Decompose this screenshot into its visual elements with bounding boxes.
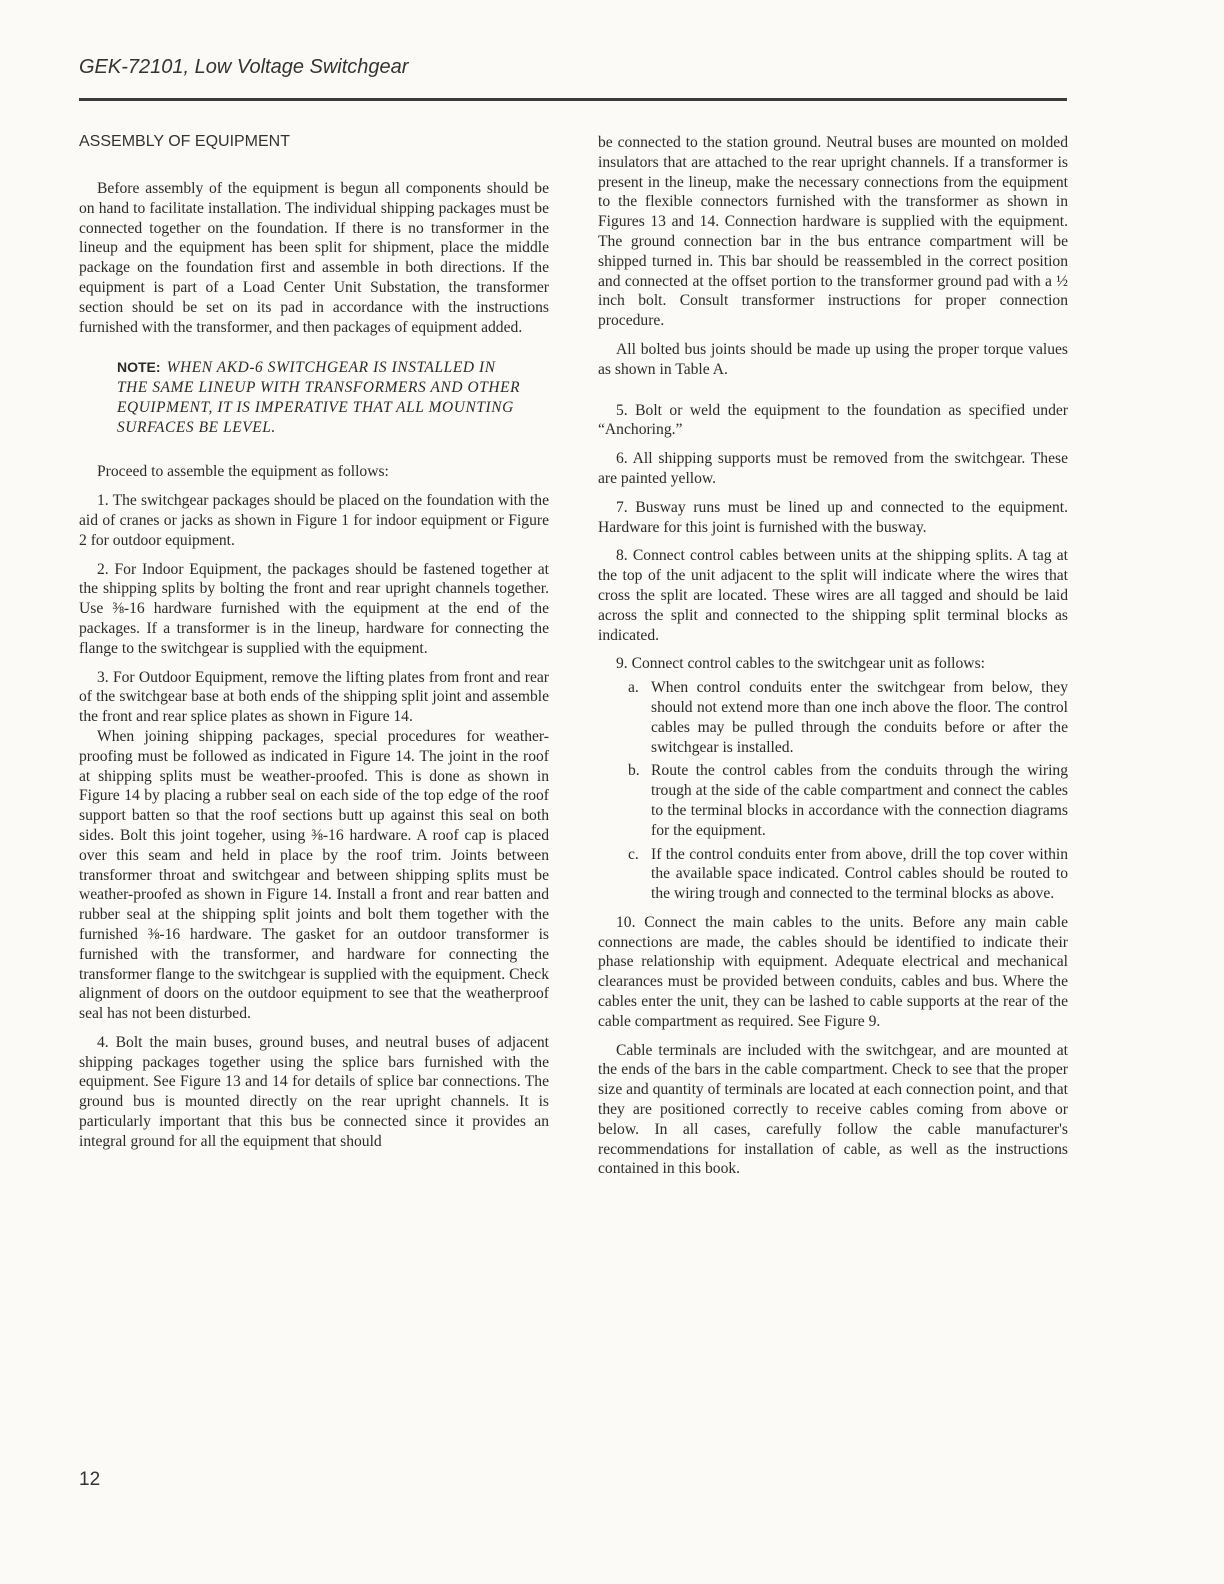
item-marker: a.	[628, 679, 639, 697]
level-surface-note	[117, 357, 521, 438]
item-text: If the control conduits enter from above, drill the top cover within the available space indicated. Control cables should be routed to the wiring trough and connected to the terminal blocks as above.	[651, 845, 1068, 903]
torque-paragraph: All bolted bus joints should be made up using the proper torque values as shown in Table A.	[598, 340, 1068, 378]
right-column	[598, 133, 1068, 1188]
step-1: 1. The switchgear packages should be placed on the foundation with the aid of cranes or jacks as shown in Figure 1 for indoor equipment or Figure 2 for outdoor equipment.	[79, 492, 549, 549]
step-9-item-c	[598, 845, 1068, 904]
section-heading: ASSEMBLY OF EQUIPMENT	[79, 133, 291, 150]
step-5: 5. Bolt or weld the equipment to the foundation as specified under “Anchoring.”	[598, 401, 1068, 439]
page-number: 12	[79, 1469, 101, 1490]
item-marker: c.	[628, 845, 639, 863]
item-marker: b.	[628, 762, 640, 780]
proceed-paragraph: Proceed to assemble the equipment as follows:	[97, 463, 389, 481]
step-9: 9. Connect control cables to the switchgear unit as follows:	[616, 655, 985, 673]
step-10: 10. Connect the main cables to the units. Before any main cable connections are made, the cables should be identified to indicate their phase relationship with equipment. Adequate electrical and mechanical clearances must be provided between conduits, cables and bus. Where the cables enter the unit, they can be lashed to cable supports at the rear of the cable compartment as required. See Figure 9.	[598, 913, 1068, 1030]
weatherproofing-paragraph: When joining shipping packages, special procedures for weather-proofing must be followed as indicated in Figure 14. The joint in the roof at shipping splits must be weather-proofed. This is done as shown in Figure 14 by placing a rubber seal on each side of the top edge of the roof support batten so that the roof sections butt up against this seal on both sides. Bolt this joint togeher, using ⅜-16 hardware. A roof cap is placed over this seam and held in place by the roof trim. Joints between transformer throat and switchgear and between shipping splits must be weather-proofed as shown in Figure 14. Install a front and rear batten and rubber seal at the shipping split joints and bolt them together with the furnished ⅜-16 hardware. The gasket for an outdoor transformer is furnished with the transformer, and hardware for connecting the transformer flange to the switchgear is supplied with the equipment. Check alignment of doors on the outdoor equipment to see that the weatherproof seal has not been disturbed.	[79, 727, 549, 1023]
note-label: NOTE:	[117, 359, 161, 376]
step-4: 4. Bolt the main buses, ground buses, and neutral buses of adjacent shipping packages together using the splice bars furnished with the equipment. See Figure 13 and 14 for details of splice bar connections. The ground bus is mounted directly on the rear upright channels. It is particularly important that this bus be connected since it provides an integral ground for all the equipment that should	[79, 1033, 549, 1150]
ground-continuation-paragraph: be connected to the station ground. Neutral buses are mounted on molded insulators that are attached to the rear upright channels. If a transformer is present in the lineup, make the necessary connections from the equipment to the flexible connectors furnished with the transformer as shown in Figures 13 and 14. Connection hardware is supplied with the equipment. The ground connection bar in the bus entrance compartment will be shipped turned in. This bar should be reassembled in the correct position and connected at the offset portion to the transformer ground pad with a ½ inch bolt. Consult transformer instructions for proper connection procedure.	[598, 134, 1068, 330]
step-3: 3. For Outdoor Equipment, remove the lifting plates from front and rear of the switchgear base at both ends of the shipping split joint and assemble the front and rear splice plates as shown in Figure 14.	[79, 668, 549, 726]
item-text: Route the control cables from the conduits through the wiring trough at the side of the cable compartment and connect the cables to the terminal blocks in accordance with the connection diagrams for the equipment.	[651, 762, 1068, 839]
step-9-item-b	[598, 761, 1068, 840]
intro-paragraph: Before assembly of the equipment is begun all components should be on hand to facilitate installation. The individual shipping packages must be connected together on the foundation. If there is no transformer in the lineup and the equipment has been split for shipment, place the middle package on the foundation first and assemble in both directions. If the equipment is part of a Load Center Unit Substation, the transformer section should be set on its pad in accordance with the instructions furnished with the transformer, and then packages of equipment added.	[79, 180, 549, 336]
note-text: WHEN AKD-6 SWITCHGEAR IS INSTALLED IN THE SAME LINEUP WITH TRANSFORMERS AND OTHER EQUIPMENT, IT IS IMPERATIVE THAT ALL MOUNTING SURFACES BE LEVEL.	[117, 359, 521, 437]
header-rule	[79, 98, 1067, 101]
step-2: 2. For Indoor Equipment, the packages should be fastened together at the shipping splits by bolting the front and rear upright channels together. Use ⅜-16 hardware furnished with the equipment at the end of the packages. If a transformer is in the lineup, hardware for connecting the flange to the switchgear is supplied with the equipment.	[79, 560, 549, 657]
left-column	[79, 133, 549, 1161]
step-8: 8. Connect control cables between units at the shipping splits. A tag at the top of the unit adjacent to the split will indicate where the wires that cross the split are located. These wires are all tagged and should be laid across the split and connected to the shipping split terminal blocks as indicated.	[598, 547, 1068, 644]
document-header: GEK-72101, Low Voltage Switchgear	[79, 56, 409, 78]
step-6: 6. All shipping supports must be removed from the switchgear. These are painted yellow.	[598, 450, 1068, 487]
step-7: 7. Busway runs must be lined up and connected to the equipment. Hardware for this joint is furnished with the busway.	[598, 498, 1068, 536]
cable-terminals-paragraph: Cable terminals are included with the switchgear, and are mounted at the ends of the bars in the cable compartment. Check to see that the proper size and quantity of terminals are located at each connection point, and that they are positioned correctly to receive cables coming from above or below. In all cases, carefully follow the cable manufacturer's recommendations for installation of cable, as well as the instructions contained in this book.	[598, 1041, 1068, 1178]
step-9-item-a	[598, 678, 1068, 757]
item-text: When control conduits enter the switchgear from below, they should not extend more than one inch above the floor. The control cables may be pulled through the conduits before or after the switchgear is installed.	[651, 679, 1068, 756]
